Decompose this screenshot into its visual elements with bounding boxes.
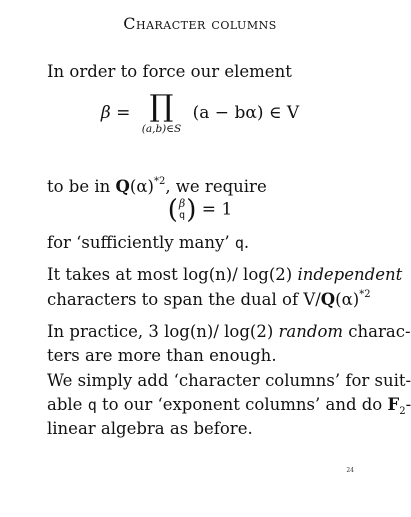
text-line-sufficiently-many xyxy=(47,233,249,252)
text-line-intro: In order to force our element xyxy=(47,62,292,81)
fraction-numerator: β xyxy=(178,197,186,210)
text-span: to be in xyxy=(47,177,116,196)
field-symbol: Q xyxy=(115,177,130,196)
legendre-symbol xyxy=(168,197,197,223)
text-line-practice xyxy=(47,322,411,341)
text-span: charac- xyxy=(343,322,411,341)
slide-title: Character columns xyxy=(123,14,277,33)
text-span: for ‘sufficiently many’ xyxy=(47,233,235,252)
text-span: (α) xyxy=(335,290,360,309)
superscript: *2 xyxy=(153,176,166,187)
text-line-independent xyxy=(47,265,402,284)
text-span: to our ‘exponent columns’ and do xyxy=(96,395,388,414)
superscript: *2 xyxy=(359,289,371,300)
left-paren: ( xyxy=(167,195,178,225)
subscript: 2 xyxy=(399,406,406,417)
equation-rhs: (a − bα) ∈ V xyxy=(192,103,300,123)
field-symbol: F xyxy=(387,395,400,414)
fraction xyxy=(179,198,185,222)
prime-symbol: q xyxy=(234,234,244,252)
text-line-enough: ters are more than enough. xyxy=(47,346,277,365)
field-symbol: Q xyxy=(320,290,336,309)
text-line-exponent-columns xyxy=(47,395,411,417)
emphasis: independent xyxy=(297,265,403,284)
text-span: . xyxy=(243,233,250,252)
text-span: In practice, 3 log(n)/ log(2) xyxy=(47,322,279,341)
text-span: able xyxy=(47,395,88,414)
text-span: (α) xyxy=(129,177,154,196)
text-span: , we require xyxy=(165,177,267,196)
prime-symbol: q xyxy=(87,396,97,414)
text-line-dual xyxy=(47,289,371,309)
page-number: 24 xyxy=(346,467,354,474)
character-equation xyxy=(0,197,400,223)
text-span: - xyxy=(405,395,411,414)
right-paren: ) xyxy=(186,195,197,225)
text-span: It takes at most log(n)/ log(2) xyxy=(47,265,298,284)
fraction-denominator: q xyxy=(179,210,186,221)
text-line-add-columns: We simply add ‘character columns’ for suit- xyxy=(47,371,411,390)
product-operator xyxy=(141,89,182,135)
text-span: characters to span the dual of V/ xyxy=(47,290,321,309)
product-index: (a,b)∈S xyxy=(141,123,182,135)
emphasis: random xyxy=(278,322,344,341)
equation-rhs: = 1 xyxy=(201,199,233,220)
text-line-linear-algebra: linear algebra as before. xyxy=(47,419,253,438)
product-symbol: ∏ xyxy=(149,89,174,124)
equation-lhs: β = xyxy=(100,103,131,123)
text-line-field-condition xyxy=(47,176,267,196)
product-equation xyxy=(0,89,400,135)
